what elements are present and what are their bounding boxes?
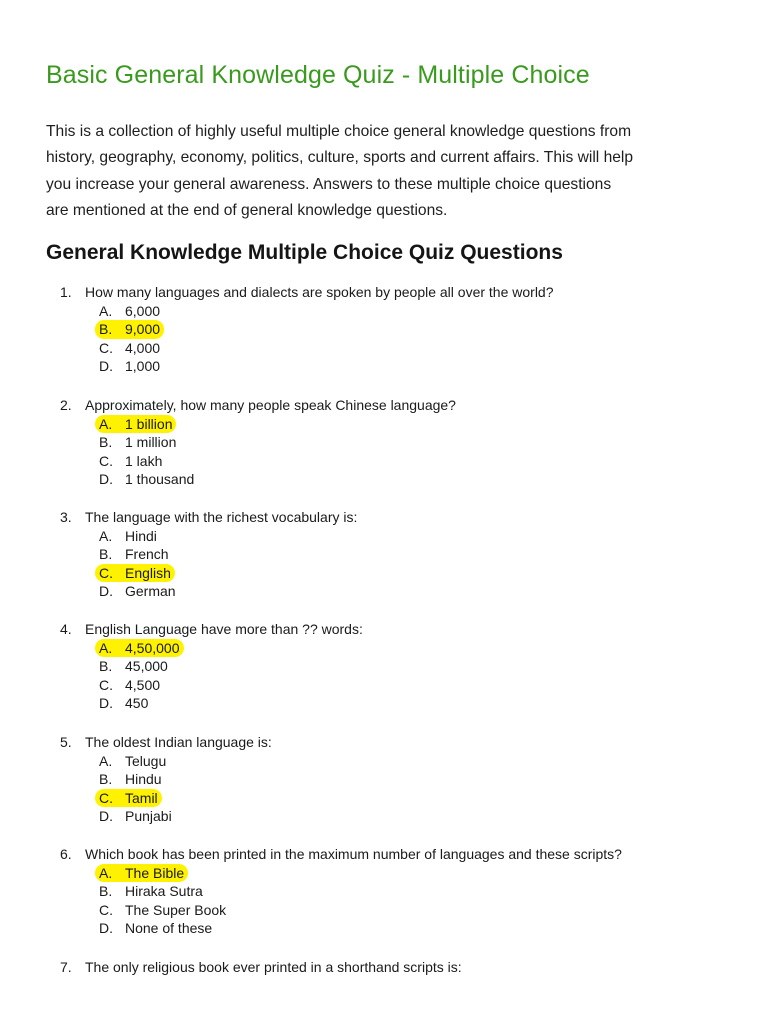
option-text: Hiraka Sutra [125,883,203,900]
answer-option [99,582,176,601]
option-letter: A. [99,752,113,769]
option-text: 1 thousand [125,471,195,488]
question-text: The language with the richest vocabulary is: [85,509,358,525]
option-text: 4,000 [125,339,161,356]
option-letter: C. [99,789,113,806]
answer-option [99,752,166,771]
option-text: 9,000 [125,321,161,338]
option-letter: B. [99,658,113,675]
question-number: 5. [60,734,72,750]
answer-option [99,901,226,920]
option-text: Punjabi [125,808,172,825]
answer-option [99,527,157,546]
option-text: 4,50,000 [125,639,180,656]
question-text: Approximately, how many people speak Chinese language? [85,397,456,413]
option-text: French [125,546,169,563]
option-letter: B. [99,434,113,451]
option-letter: C. [99,564,113,581]
option-text: 450 [125,695,149,712]
option-text: Telugu [125,752,167,769]
answer-option-highlighted [95,564,175,583]
question-number: 6. [60,846,72,862]
intro-line: you increase your general awareness. Answers to these multiple choice questions [46,175,612,193]
answer-option [99,657,168,676]
answer-option [99,807,172,826]
option-letter: D. [99,358,113,375]
option-letter: B. [99,546,113,563]
option-letter: A. [99,527,113,544]
answer-option [99,882,203,901]
option-letter: D. [99,920,113,937]
question-text: The only religious book ever printed in a shorthand scripts is: [85,959,462,975]
option-letter: D. [99,583,113,600]
question-text: The oldest Indian language is: [85,734,272,750]
option-letter: A. [99,864,113,881]
answer-option [99,676,160,695]
option-text: None of these [125,920,213,937]
intro-line: history, geography, economy, politics, culture, sports and current affairs. This will help [46,149,634,167]
question-number: 3. [60,509,72,525]
option-text: 4,500 [125,676,161,693]
option-text: 6,000 [125,302,161,319]
answer-option [99,470,194,489]
option-letter: A. [99,302,113,319]
answer-option [99,357,160,376]
option-text: 45,000 [125,658,168,675]
answer-option-highlighted [95,320,164,339]
answer-option [99,302,160,321]
question-number: 4. [60,621,72,637]
option-letter: D. [99,471,113,488]
option-letter: C. [99,339,113,356]
option-letter: B. [99,321,113,338]
intro-line: are mentioned at the end of general knowledge questions. [46,201,448,219]
question-text: English Language have more than ?? words: [85,621,363,637]
question-number: 7. [60,959,72,975]
answer-option-highlighted [95,639,184,658]
option-text: Hindi [125,527,157,544]
section-heading: General Knowledge Multiple Choice Quiz Questions [46,241,563,264]
answer-option [99,770,162,789]
answer-option-highlighted [95,415,176,434]
option-letter: C. [99,901,113,918]
answer-option [99,339,160,358]
option-text: 1,000 [125,358,161,375]
option-text: 1 lakh [125,452,163,469]
option-letter: D. [99,695,113,712]
option-text: English [125,564,171,581]
option-text: The Super Book [125,901,227,918]
option-text: The Bible [125,864,185,881]
option-text: Tamil [125,789,158,806]
option-letter: A. [99,415,113,432]
question-number: 2. [60,397,72,413]
answer-option [99,919,212,938]
answer-option [99,694,148,713]
option-letter: A. [99,639,113,656]
answer-option [99,433,176,452]
option-letter: C. [99,452,113,469]
answer-option [99,452,162,471]
option-text: 1 million [125,434,177,451]
question-text: How many languages and dialects are spoken by people all over the world? [85,284,554,300]
answer-option-highlighted [95,864,188,883]
option-letter: D. [99,808,113,825]
answer-option-highlighted [95,789,162,808]
option-letter: B. [99,883,113,900]
option-text: 1 billion [125,415,173,432]
question-number: 1. [60,284,72,300]
intro-line: This is a collection of highly useful multiple choice general knowledge questions from [46,123,632,140]
option-text: German [125,583,176,600]
question-text: Which book has been printed in the maximum number of languages and these scripts? [85,846,622,862]
option-letter: B. [99,771,113,788]
page-title: Basic General Knowledge Quiz - Multiple Choice [46,61,590,89]
option-letter: C. [99,676,113,693]
option-text: Hindu [125,771,162,788]
answer-option [99,545,169,564]
